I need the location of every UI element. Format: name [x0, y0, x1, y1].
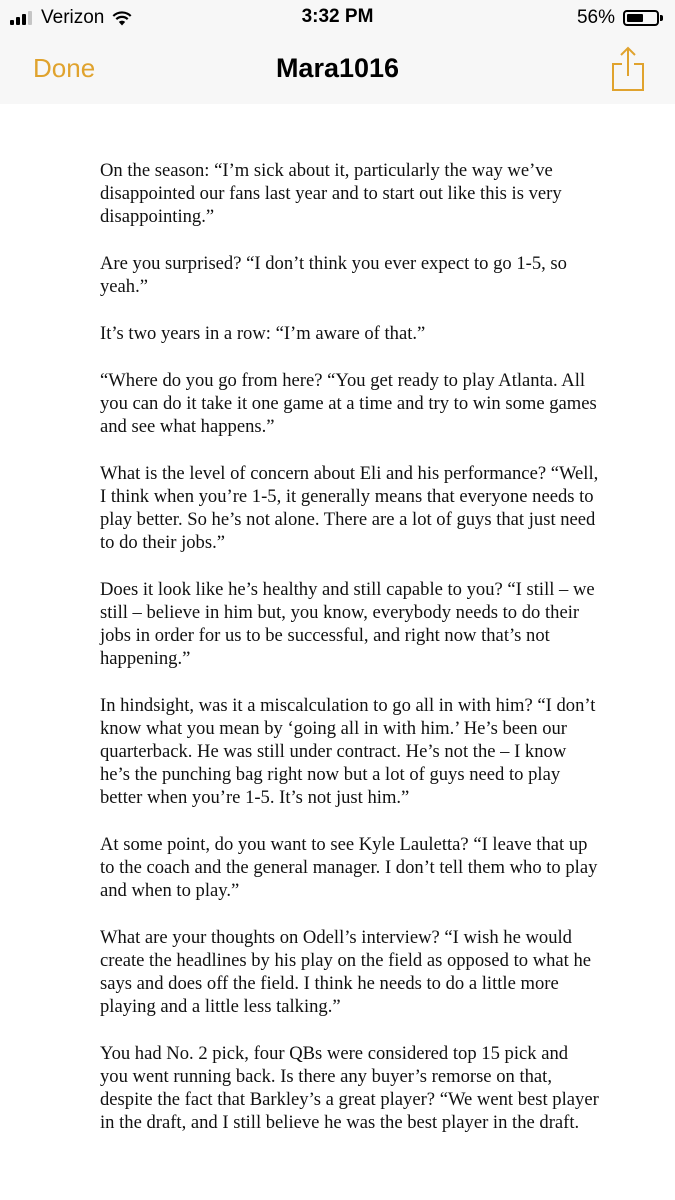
battery-cap	[660, 15, 663, 21]
status-right	[577, 7, 663, 29]
note-paragraph: On the season: “I’m sick about it, particularly the way we’ve disappointed our fans last year and to start out like this is very disappointing.”	[100, 160, 562, 227]
status-time: 3:32 PM	[301, 6, 374, 27]
carrier-name: Verizon	[41, 7, 105, 28]
battery-icon	[623, 10, 659, 26]
note-paragraph: At some point, do you want to see Kyle Lauletta? “I leave that up to the coach and the general manager. I don’t tell them who to play and when to play.”	[100, 834, 598, 901]
battery-percent: 56%	[576, 7, 615, 28]
note-paragraph: Are you surprised? “I don’t think you ever expect to go 1-5, so yeah.”	[100, 253, 567, 297]
share-icon	[611, 46, 645, 92]
note-paragraph: Does it look like he’s healthy and still capable to you? “I still – we still – believe in him but, you know, everybody needs to do their jobs in order for us to be successful, and right now that’s not happening.”	[100, 579, 595, 669]
note-paragraph: What are your thoughts on Odell’s interview? “I wish he would create the headlines by his play on the field as opposed to what he says and does off the field. I think he needs to do a little more playing and a little less talking.”	[100, 927, 592, 1017]
done-button[interactable]: Done	[33, 53, 96, 83]
status-bar	[0, 0, 675, 36]
note-paragraph: What is the level of concern about Eli and his performance? “Well, I think when you’re 1-5, it generally means that everyone needs to play better. So he’s not alone. There are a lot of guys that just need to do their jobs.”	[100, 463, 599, 553]
note-paragraph: You had No. 2 pick, four QBs were considered top 15 pick and you went running back. Is there any buyer’s remorse on that, despite the fact that Barkley’s a great player? “We went best player in the draft, and I still believe he was the best player in the draft.	[100, 1043, 599, 1133]
navigation-bar	[0, 36, 675, 104]
share-button[interactable]	[611, 46, 645, 92]
note-paragraph: “Where do you go from here? “You get ready to play Atlanta. All you can do it take it one game at a time and try to win some games and see what happens.”	[100, 370, 597, 437]
battery-level-fill	[627, 14, 643, 22]
note-paragraph: In hindsight, was it a miscalculation to go all in with him? “I don’t know what you mean by ‘going all in with him.’ He’s been our quarterback. He was still under contract. He’s not the – I know he’s the punching bag right now but a lot of guys need to play better when you’re 1-5. It’s not just him.”	[100, 695, 596, 808]
note-title: Mara1016	[275, 53, 400, 83]
note-paragraph: It’s two years in a row: “I’m aware of that.”	[100, 323, 426, 344]
note-body[interactable]	[100, 159, 600, 1158]
